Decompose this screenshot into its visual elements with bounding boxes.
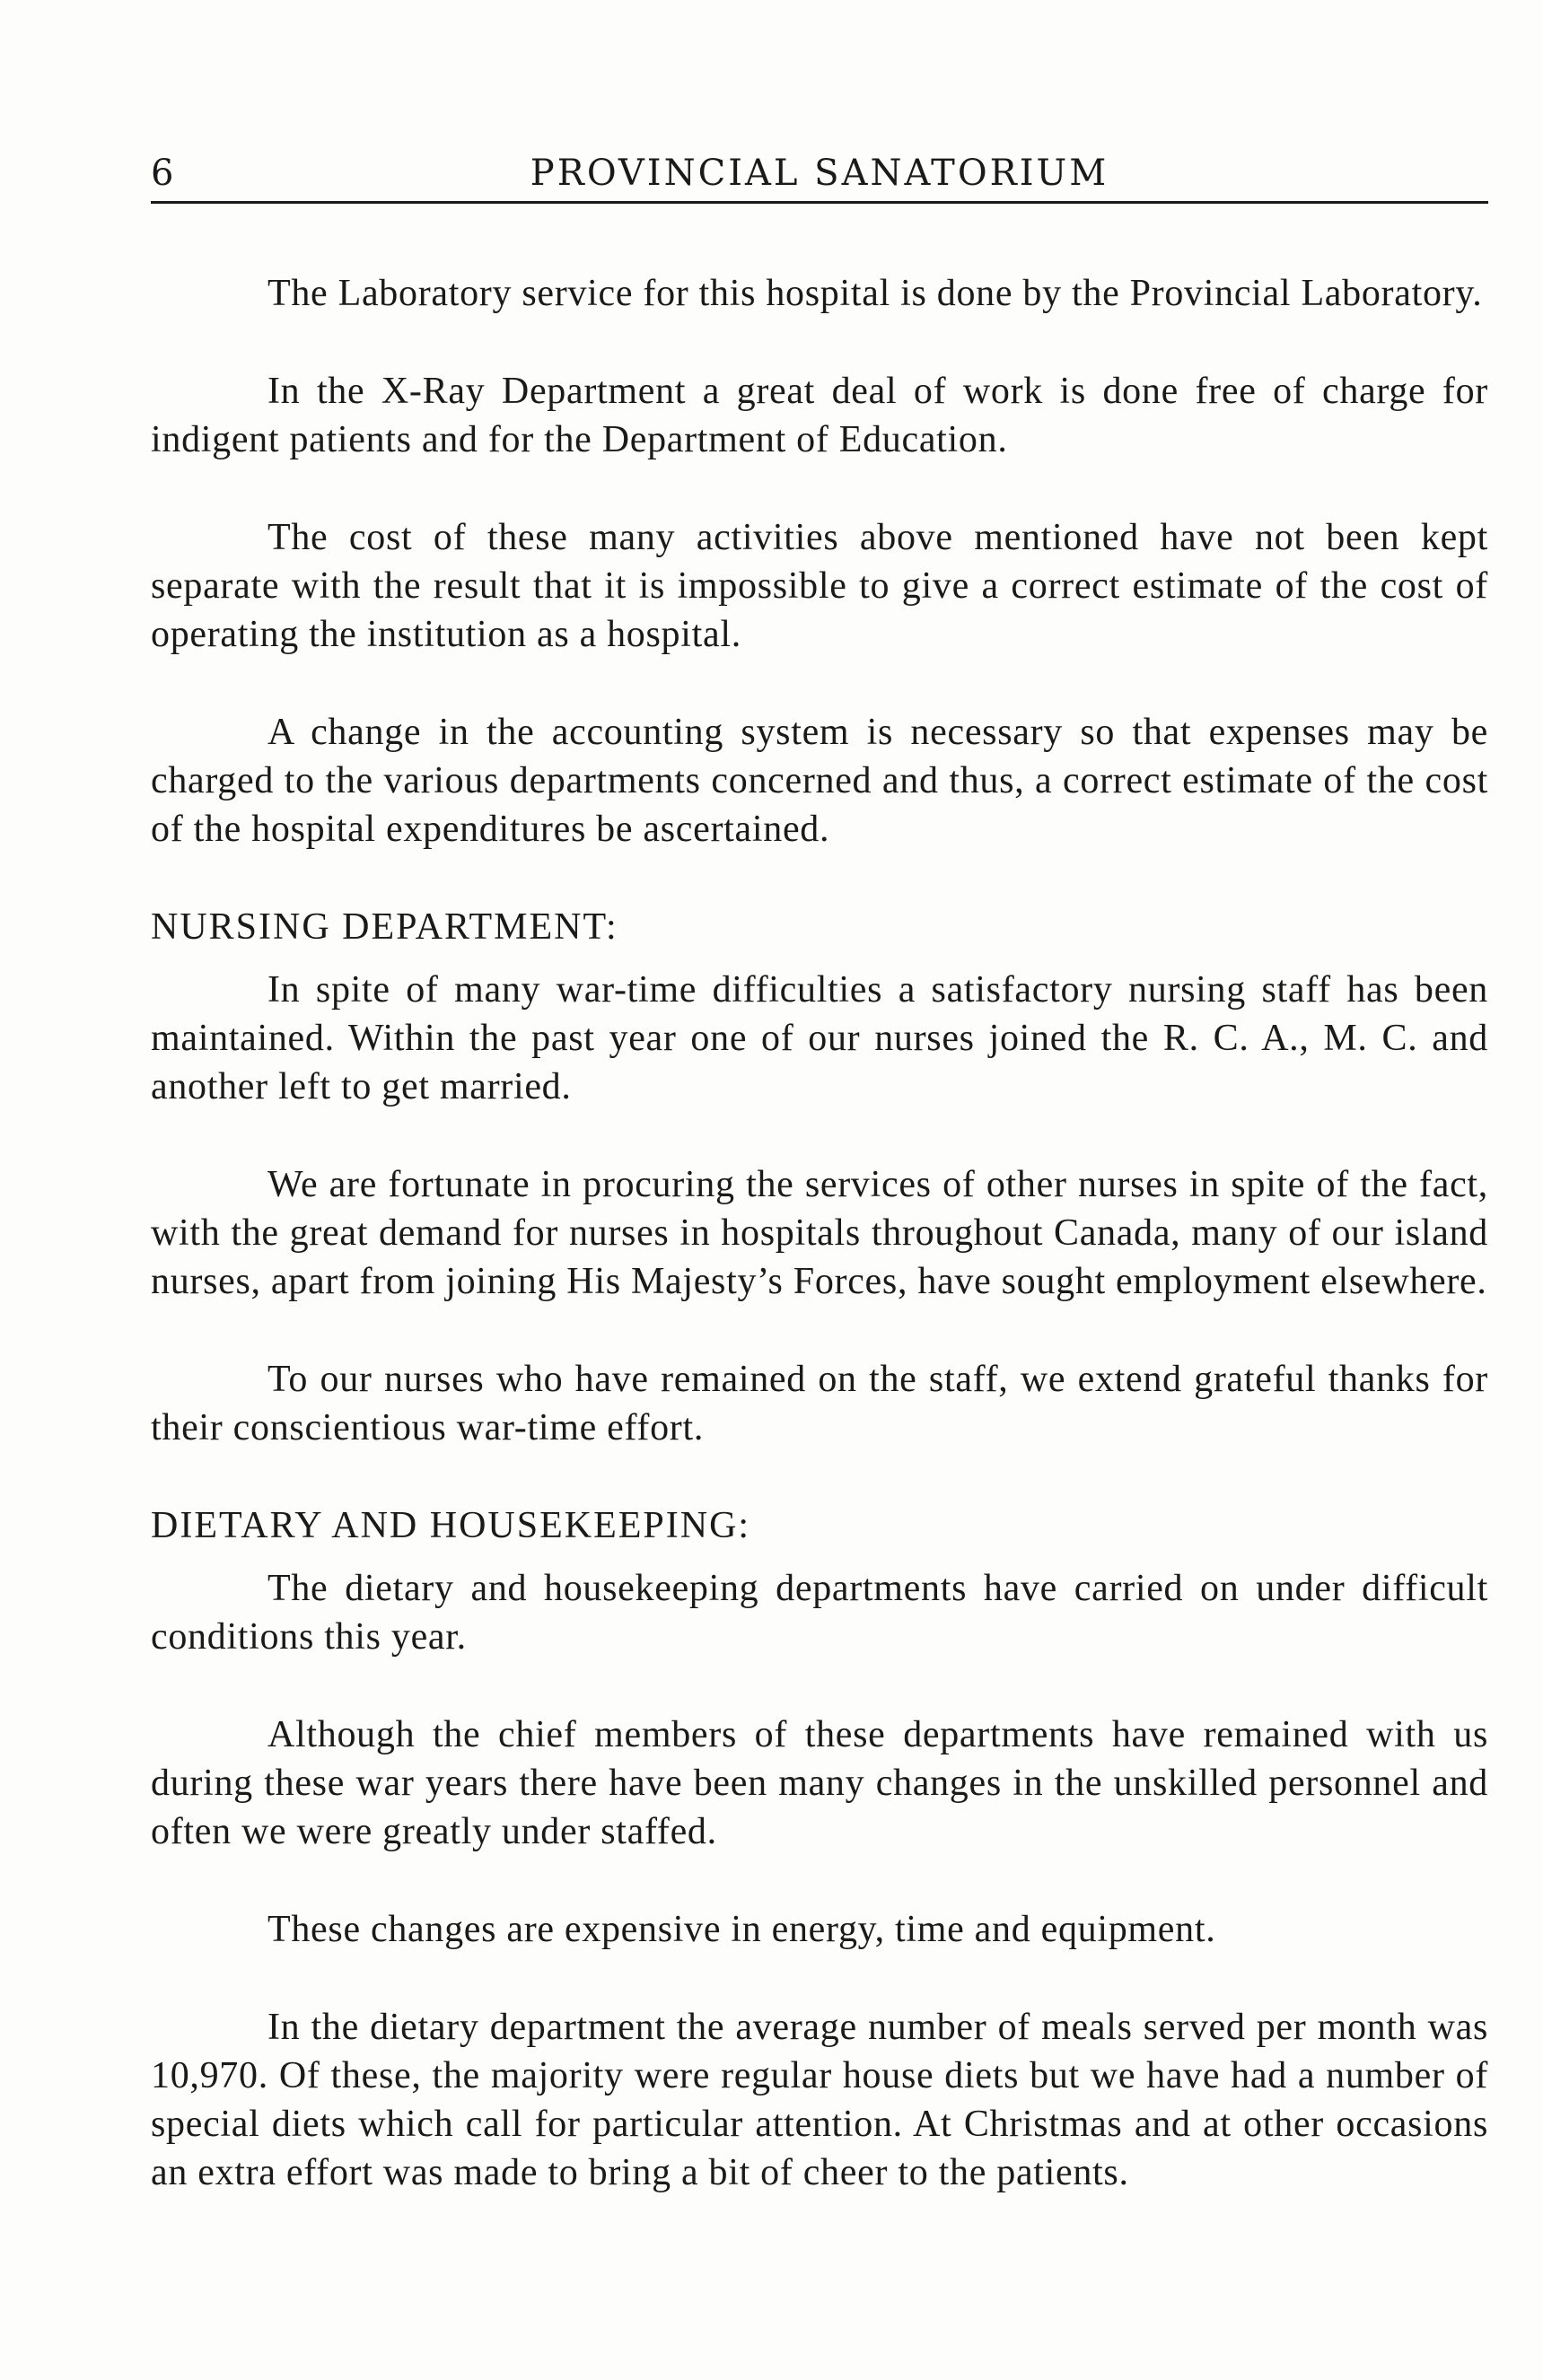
running-header — [151, 151, 1488, 204]
running-title: PROVINCIAL SANATORIUM — [530, 153, 1109, 194]
section-heading-dietary: DIETARY AND HOUSEKEEPING: — [151, 1505, 751, 1546]
paragraph-cost-activities: The cost of these many activities above mentioned have not been kept separate with the result that it is impossible to give a correct estimate of the cost of operating the institution as a hospital. — [151, 517, 1488, 655]
paragraph-accounting-change: A change in the accounting system is necessary so that expenses may be charged to the various departments concerned and thus, a correct estimate of the cost of the hospital expenditures be ascertained. — [151, 712, 1488, 850]
paragraph-meals-served: In the dietary department the average number of meals served per month was 10,970. Of these, the majority were regular house diets but we have had a number of special diets which call for particular attention. At Christmas and at other occasions an extra effort was made to bring a bit of cheer to the patients. — [151, 2007, 1488, 2193]
section-heading-nursing: NURSING DEPARTMENT: — [151, 906, 618, 948]
paragraph-laboratory: The Laboratory service for this hospital is done by the Provincial Laboratory. — [267, 273, 1483, 314]
paragraph-procuring-nurses: We are fortunate in procuring the services of other nurses in spite of the fact, with the great demand for nurses in hospitals throughout Canada, many of our island nurses, apart from joining His Majesty’s Forces, have sought employment elsewhere. — [151, 1164, 1488, 1302]
paragraph-dietary-conditions: The dietary and housekeeping departments have carried on under difficult conditions this year. — [151, 1568, 1488, 1658]
paragraph-x-ray: In the X-Ray Department a great deal of work is done free of charge for indigent patients and for the Department of Education. — [151, 371, 1488, 460]
paragraph-personnel-changes: Although the chief members of these departments have remained with us during these war years there have been many changes in the unskilled personnel and often we were greatly under staffed. — [151, 1714, 1488, 1852]
paragraph-thanks-nurses: To our nurses who have remained on the staff, we extend grateful thanks for their conscientious war-time effort. — [151, 1359, 1488, 1448]
paragraph-changes-expensive: These changes are expensive in energy, time and equipment. — [267, 1909, 1216, 1950]
page-number: 6 — [151, 153, 174, 194]
body-text — [151, 269, 1488, 2246]
paragraph-nursing-staff: In spite of many war-time difficulties a satisfactory nursing staff has been maintained. Within the past year one of our nurses joined the R. C. A., M. C. and another left to get married. — [151, 969, 1488, 1107]
